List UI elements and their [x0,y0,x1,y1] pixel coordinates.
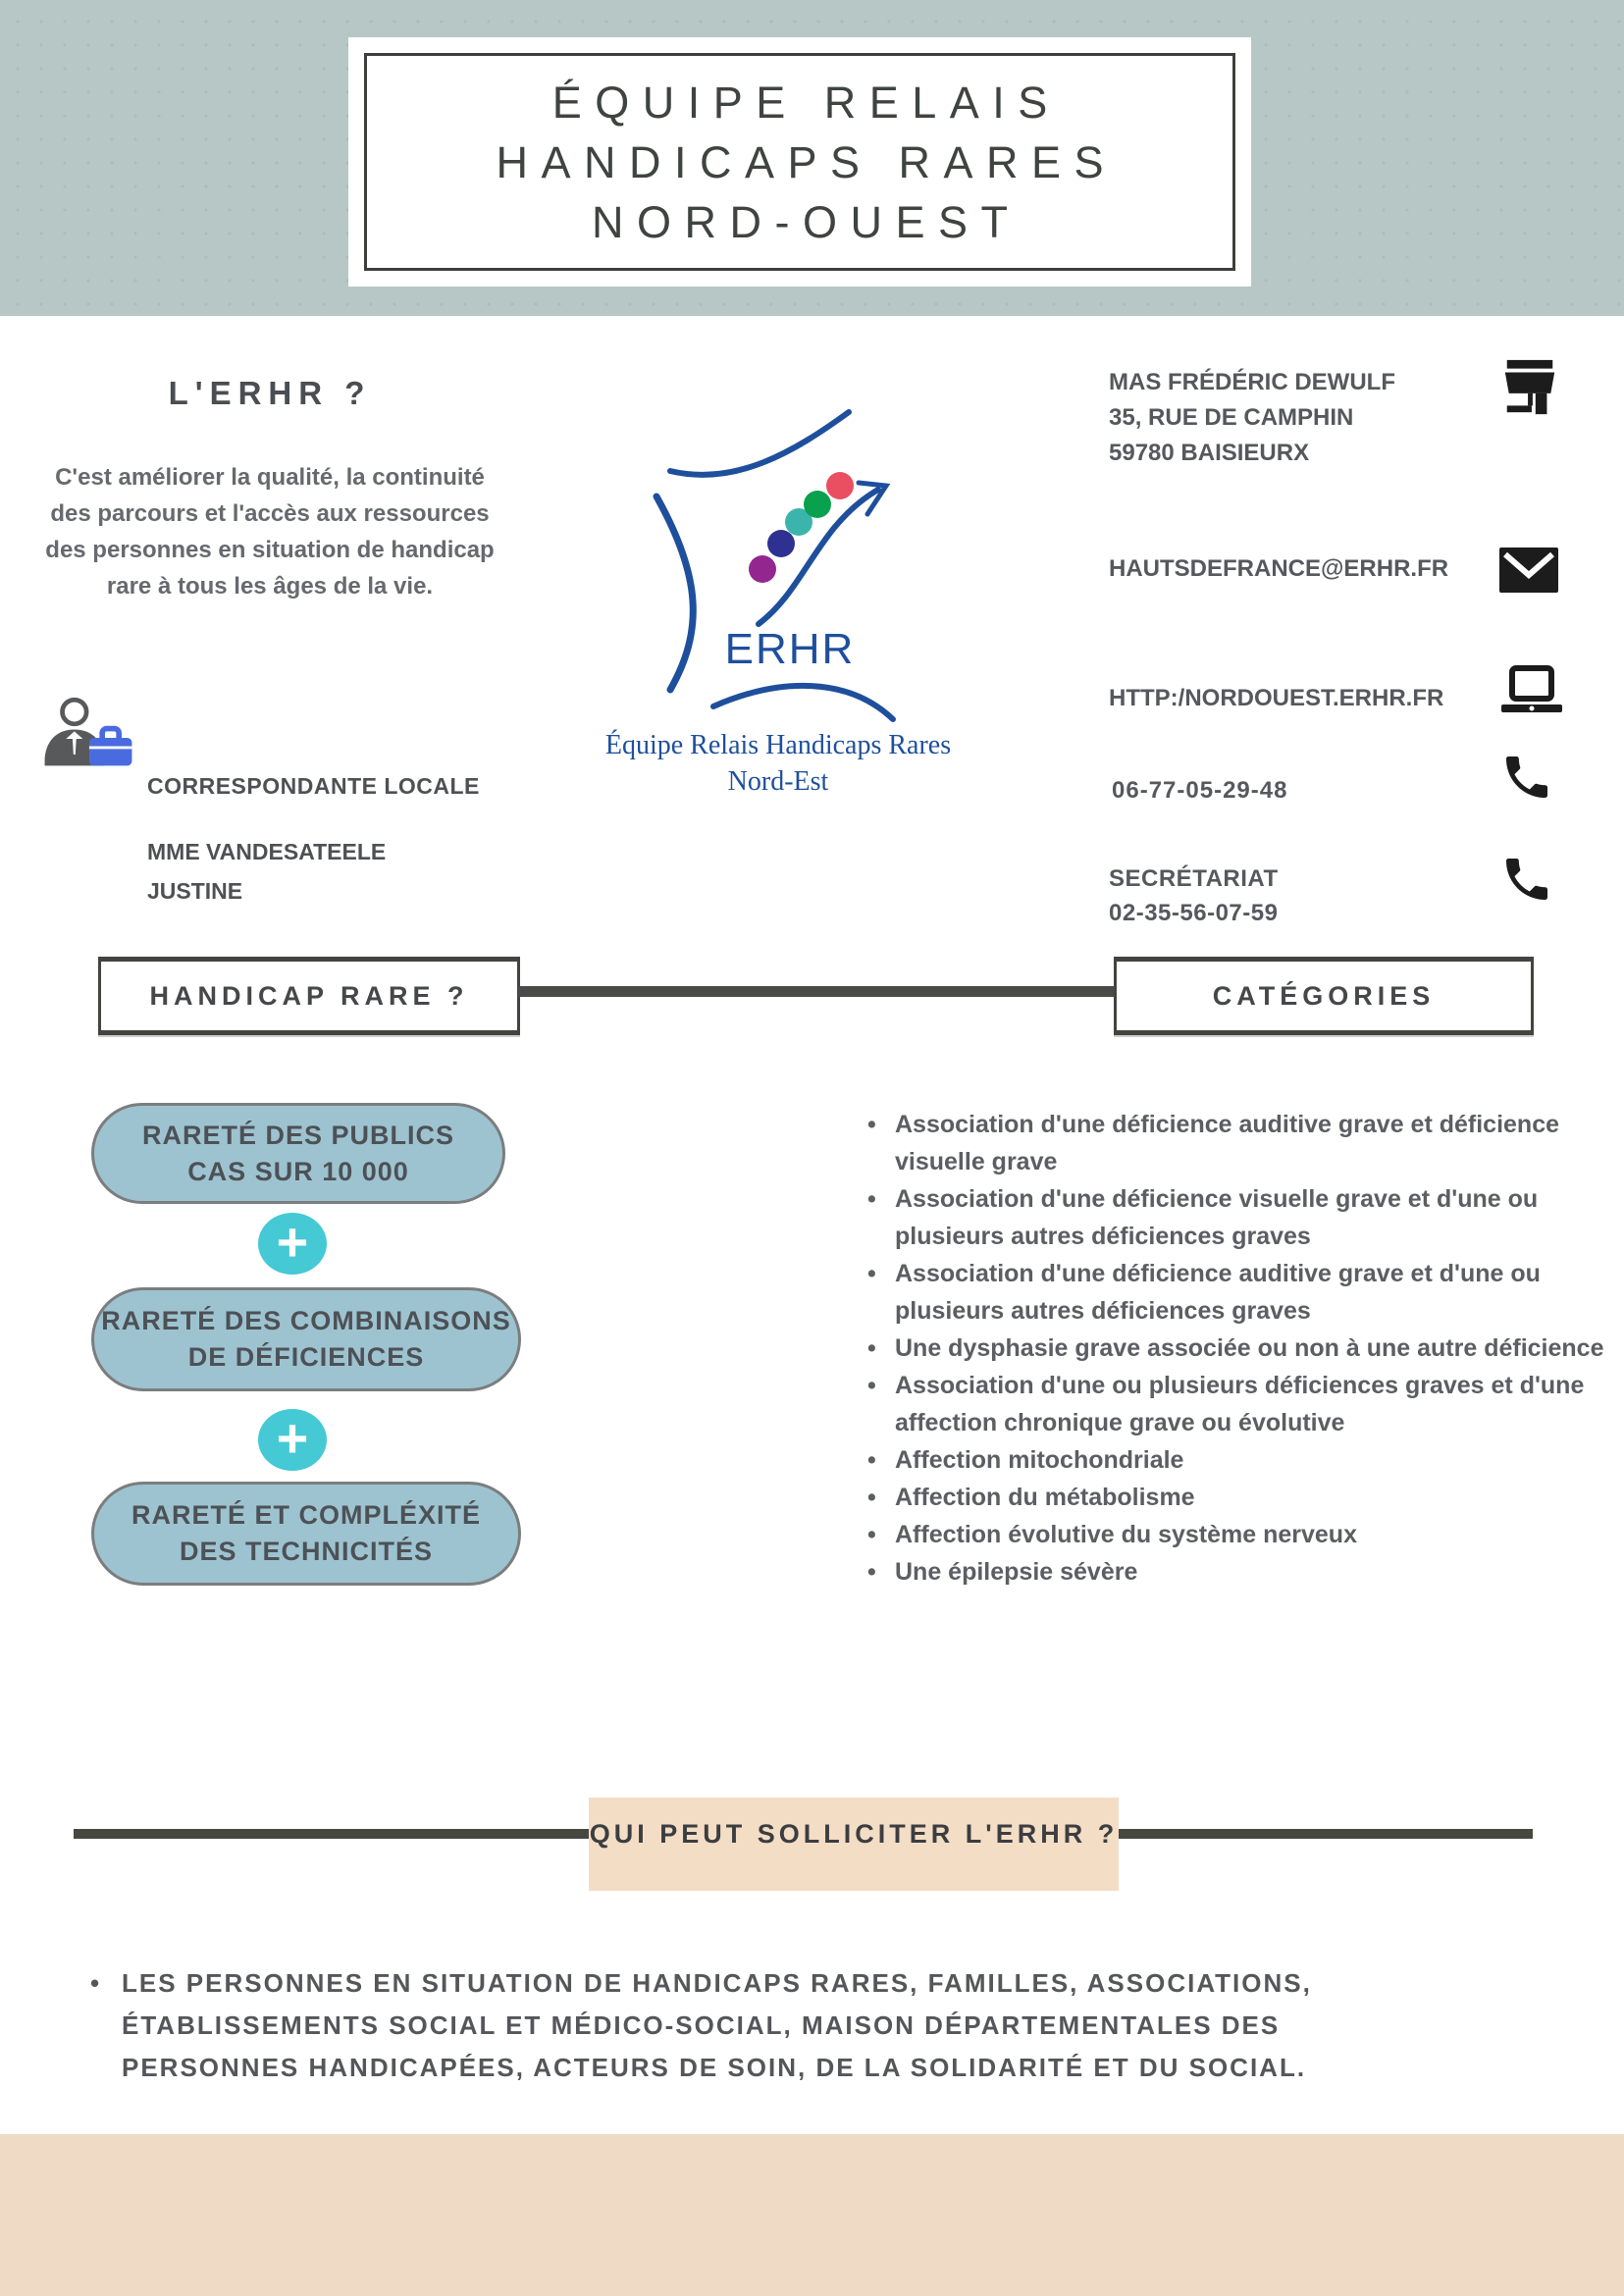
category-item: • Une épilepsie sévère [864,1553,1609,1591]
pill1-line2: CAS SUR 10 000 [187,1156,409,1186]
category-item: • Association d'une déficience visuelle grave et d'une ou plusieurs autres déficiences graves [864,1180,1609,1255]
address-line2: 35, RUE DE CAMPHIN [1109,404,1354,431]
correspondante-label: CORRESPONDANTE LOCALE [147,773,480,799]
category-item: • Une dysphasie grave associée ou non à une autre déficience [864,1330,1609,1367]
postal-address [1109,365,1395,471]
pill2-line2: DE DÉFICIENCES [187,1342,425,1372]
plus-icon: + [258,1213,327,1275]
solliciter-text: • LES PERSONNES EN SITUATION DE HANDICAPS RARES, FAMILLES, ASSOCIATIONS, ÉTABLISSEMENTS SOCIAL ET MÉDICO-SOCIAL, MAISON DÉPARTEMENTALES DES PERSONNES HANDICAPÉES, ACTEURS DE SOIN, DE LA SOLIDARITÉ ET DU SOCIAL. [90,1962,1435,2089]
category-item: • Affection du métabolisme [864,1479,1609,1516]
logo-acronym: ERHR [724,625,856,673]
intro-paragraph: C'est améliorer la qualité, la continuité des parcours et l'accès aux ressources des personnes en situation de handicap rare à tous les âges de la vie. [45,464,495,600]
correspondante-name-line1: MME VANDESATEELE [147,839,387,864]
solliciter-title: QUI PEUT SOLLICITER L'ERHR ? [589,1819,1119,1849]
title-box [348,37,1251,287]
category-item: • Affection évolutive du système nerveux [864,1516,1609,1553]
pill-rarete-technicites [91,1482,521,1586]
secretariat-label: SECRÉTARIAT [1109,865,1279,892]
solliciter-box [589,1798,1119,1891]
correspondante-name [147,832,386,911]
logo-caption-line2: Nord-Est [727,766,829,797]
category-item: • Association d'une ou plusieurs déficiences graves et d'une affection chronique grave ou évolutive [864,1367,1609,1441]
page-title-line-3: NORD-OUEST [592,196,1022,247]
secretariat-block [1109,861,1279,930]
phone-secretariat: 02-35-56-07-59 [1109,900,1279,926]
laptop-icon [1499,665,1564,719]
address-line3: 59780 BAISIEURX [1109,440,1310,466]
category-item: • Affection mitochondriale [864,1441,1609,1479]
address-line1: MAS FRÉDÉRIC DEWULF [1109,369,1395,395]
handicap-rare-box: HANDICAP RARE ? [98,957,520,1035]
pill3-line1: RARETÉ ET COMPLÉXITÉ [131,1500,482,1530]
intro-heading: L'ERHR ? [168,375,372,411]
page-title-line-2: HANDICAPS RARES [496,136,1118,187]
phone-icon [1499,852,1554,912]
website-url: HTTP:/NORDOUEST.ERHR.FR [1109,685,1444,711]
categories-box: CATÉGORIES [1114,957,1534,1035]
page-title-line-1: ÉQUIPE RELAIS [551,77,1061,128]
category-item: • Association d'une déficience auditive grave et déficience visuelle grave [864,1106,1609,1180]
correspondante-name-line2: JUSTINE [147,878,243,904]
pill2-line1: RARETÉ DES COMBINAISONS [101,1306,511,1335]
footer-band [0,2134,1624,2296]
storefront-icon [1499,359,1560,421]
categories-list [864,1106,1609,1591]
pill1-line1: RARETÉ DES PUBLICS [141,1120,455,1150]
person-briefcase-icon [37,693,139,788]
envelope-icon [1499,548,1558,598]
pill3-line2: DES TECHNICITÉS [179,1537,434,1566]
plus-icon: + [258,1409,327,1471]
phone-icon [1499,750,1554,809]
pill-rarete-combinaisons [91,1287,521,1391]
email-address: HAUTSDEFRANCE@ERHR.FR [1109,555,1449,582]
erhr-logo [554,391,1001,832]
logo-caption-line1: Équipe Relais Handicaps Rares [604,730,952,760]
category-item: • Association d'une déficience auditive grave et d'une ou plusieurs autres déficiences graves [864,1255,1609,1330]
pill-rarete-publics [91,1103,505,1204]
title-border [364,53,1235,271]
connector-line [518,986,1117,997]
phone-mobile: 06-77-05-29-48 [1112,777,1288,804]
